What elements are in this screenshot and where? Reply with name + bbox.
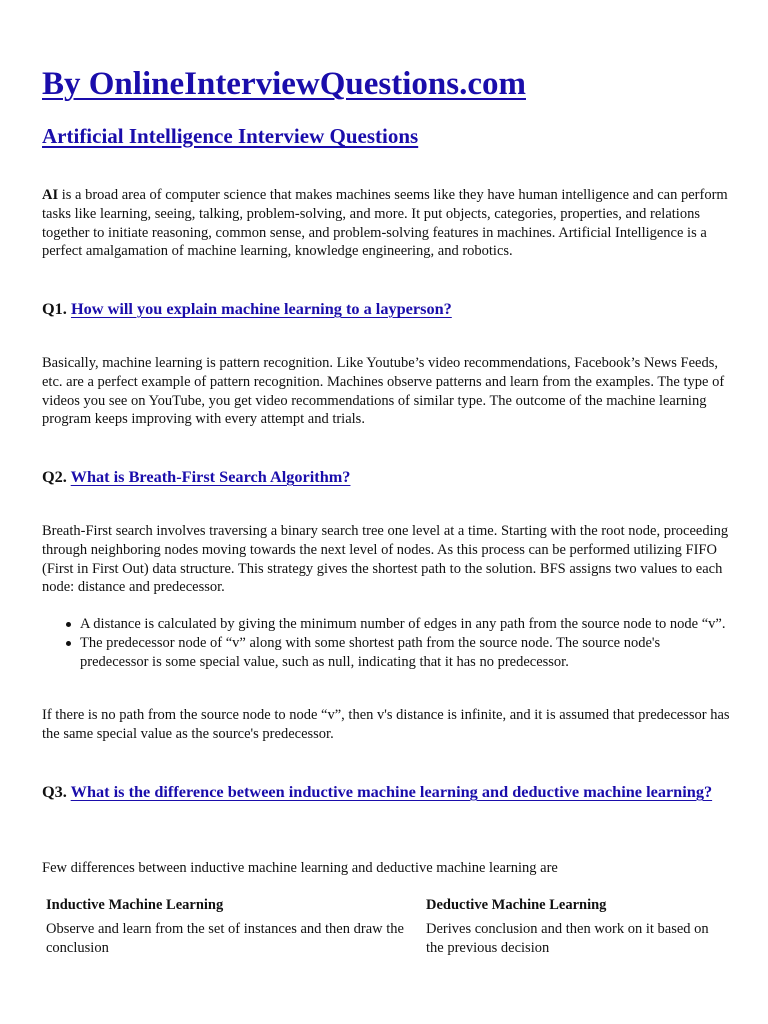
table-row [42,918,732,960]
question-2-link[interactable]: What is Breath-First Search Algorithm? [70,467,351,486]
comparison-table [42,894,732,959]
site-title-link[interactable]: By OnlineInterviewQuestions.com [42,66,526,102]
list-item [42,634,732,672]
table-cell: Observe and learn from the set of instances and then draw the conclusion [46,920,404,956]
answer-2-paragraph: Breath-First search involves traversing a binary search tree one level at a time. Starting with the root node, proceeding through neighboring nodes moving towards the next level of nodes. As this process can be performed utilizing FIFO (First in First Out) data structure. This strategy gives the shortest path to the solution. BFS assigns two values to each node: distance and predecessor. [42,523,729,596]
bullet-text: The predecessor node of “v” along with some shortest path from the source node. The source node's predecessor is some special value, such as null, indicating that it has no predecessor. [80,634,661,670]
table-cell: Derives conclusion and then work on it based on the previous decision [426,920,709,956]
table-header-row [42,894,732,918]
question-1-heading [42,298,732,319]
intro-text: is a broad area of computer science that makes machines seems like they have human intelligence and can perform tasks like learning, seeing, talking, problem-solving, and more. It put objects, categories, properties, and relations together to initiate reasoning, common sense, and problem-solving features in machines. Artificial Intelligence is a perfect amalgamation of machine learning, knowledge engineering, and robotics. [42,187,728,260]
table-header-inductive: Inductive Machine Learning [46,897,224,913]
intro-lead: AI [42,187,59,203]
document-title-link[interactable]: Artificial Intelligence Interview Questions [42,124,419,148]
answer-3-intro: Few differences between inductive machine learning and deductive machine learning are [42,860,558,876]
bullet-icon [66,641,71,646]
question-1-link[interactable]: How will you explain machine learning to a layperson? [70,299,452,318]
bullet-text: A distance is calculated by giving the minimum number of edges in any path from the source node to node “v”. [80,616,726,632]
question-2-number: Q2. [42,467,67,486]
question-3-link[interactable]: What is the difference between inductive machine learning and deductive machine learning? [70,782,713,801]
question-2-heading [42,466,732,487]
table-header-deductive: Deductive Machine Learning [426,897,607,913]
answer-1-paragraph: Basically, machine learning is pattern recognition. Like Youtube’s video recommendations, Facebook’s News Feeds, etc. are a perfect example of pattern recognition. Machines observe patterns and learn from the examples. The type of videos you see on YouTube, you get video recommendations of similar type. The outcome of the machine learning program keeps improving with every attempt and trials. [42,355,725,428]
intro-paragraph [42,186,732,261]
bfs-bullet-list [42,615,732,671]
bullet-icon [66,622,71,627]
answer-2-followup: If there is no path from the source node to node “v”, then v's distance is infinite, and it is assumed that predecessor has the same special value as the source's predecessor. [42,707,730,742]
question-3-number: Q3. [42,782,67,801]
question-3-heading [42,781,732,802]
list-item [42,615,732,634]
question-1-number: Q1. [42,299,67,318]
